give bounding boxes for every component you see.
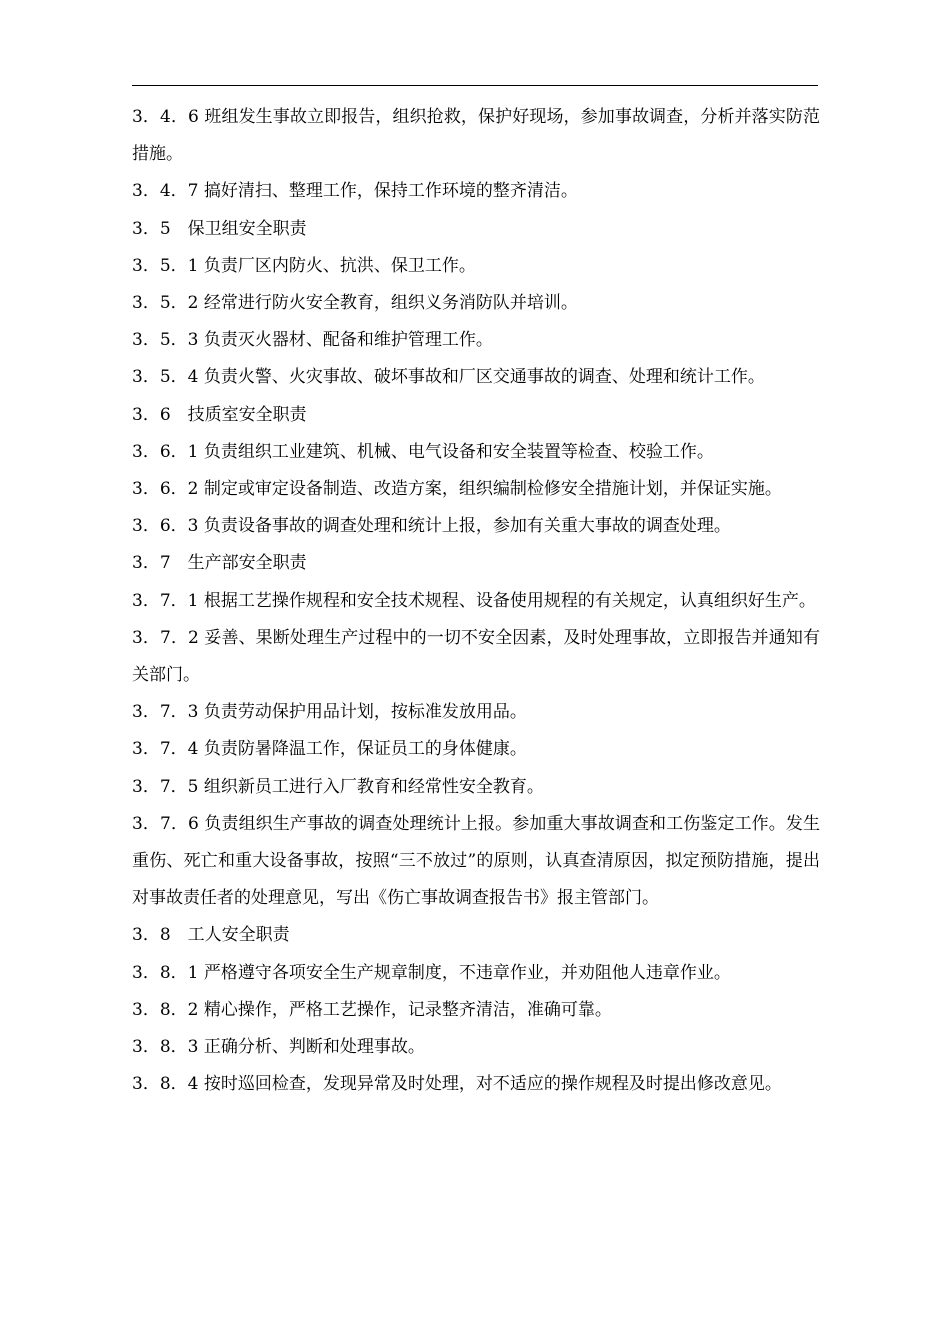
paragraph-3-6-2: 3．6．2 制定或审定设备制造、改造方案，组织编制检修安全措施计划，并保证实施。 [132, 479, 782, 500]
paragraph-3-5-4: 3．5．4 负责火警、火灾事故、破坏事故和厂区交通事故的调查、处理和统计工作。 [132, 367, 765, 388]
paragraph-3-7-1: 3．7．1 根据工艺操作规程和安全技术规程、设备使用规程的有关规定，认真组织好生产。 [132, 590, 816, 611]
paragraph-3-7-3: 3．7．3 负责劳动保护用品计划，按标准发放用品。 [132, 702, 527, 723]
document-body [132, 99, 820, 1103]
paragraph-3-7-4: 3．7．4 负责防暑降温工作，保证员工的身体健康。 [132, 739, 527, 760]
paragraph-3-4-6: 3．4．6 班组发生事故立即报告，组织抢救，保护好现场，参加事故调查，分析并落实防范措施。 [132, 107, 820, 165]
section-heading-3-8: 3．8 工人安全职责 [132, 925, 290, 946]
section-heading-3-6: 3．6 技质室安全职责 [132, 404, 307, 425]
header-rule [132, 85, 818, 86]
paragraph-3-5-3: 3．5．3 负责灭火器材、配备和维护管理工作。 [132, 330, 493, 351]
paragraph-3-8-4: 3．8．4 按时巡回检查，发现异常及时处理，对不适应的操作规程及时提出修改意见。 [132, 1074, 782, 1095]
paragraph-3-4-7: 3．4．7 搞好清扫、整理工作，保持工作环境的整齐清洁。 [132, 181, 578, 202]
paragraph-3-5-2: 3．5．2 经常进行防火安全教育，组织义务消防队并培训。 [132, 293, 578, 314]
paragraph-3-8-1: 3．8．1 严格遵守各项安全生产规章制度，不违章作业，并劝阻他人违章作业。 [132, 962, 731, 983]
paragraph-3-6-1: 3．6．1 负责组织工业建筑、机械、电气设备和安全装置等检查、校验工作。 [132, 441, 714, 462]
paragraph-3-8-2: 3．8．2 精心操作，严格工艺操作，记录整齐清洁，准确可靠。 [132, 999, 612, 1020]
paragraph-3-8-3: 3．8．3 正确分析、判断和处理事故。 [132, 1037, 425, 1058]
paragraph-3-7-2: 3．7．2 妥善、果断处理生产过程中的一切不安全因素，及时处理事故，立即报告并通知有关部门。 [132, 627, 820, 686]
paragraph-3-7-6: 3．7．6 负责组织生产事故的调查处理统计上报。参加重大事故调查和工伤鉴定工作。发生重伤、死亡和重大设备事故，按照“三不放过”的原则，认真查清原因，拟定预防措施，提出对事故责任者的处理意见，写出《伤亡事故调查报告书》报主管部门。 [132, 813, 820, 909]
section-heading-3-5: 3．5 保卫组安全职责 [132, 218, 307, 239]
section-heading-3-7: 3．7 生产部安全职责 [132, 553, 307, 574]
paragraph-3-5-1: 3．5．1 负责厂区内防火、抗洪、保卫工作。 [132, 255, 476, 276]
paragraph-3-7-5: 3．7．5 组织新员工进行入厂教育和经常性安全教育。 [132, 776, 544, 797]
paragraph-3-6-3: 3．6．3 负责设备事故的调查处理和统计上报，参加有关重大事故的调查处理。 [132, 516, 731, 537]
